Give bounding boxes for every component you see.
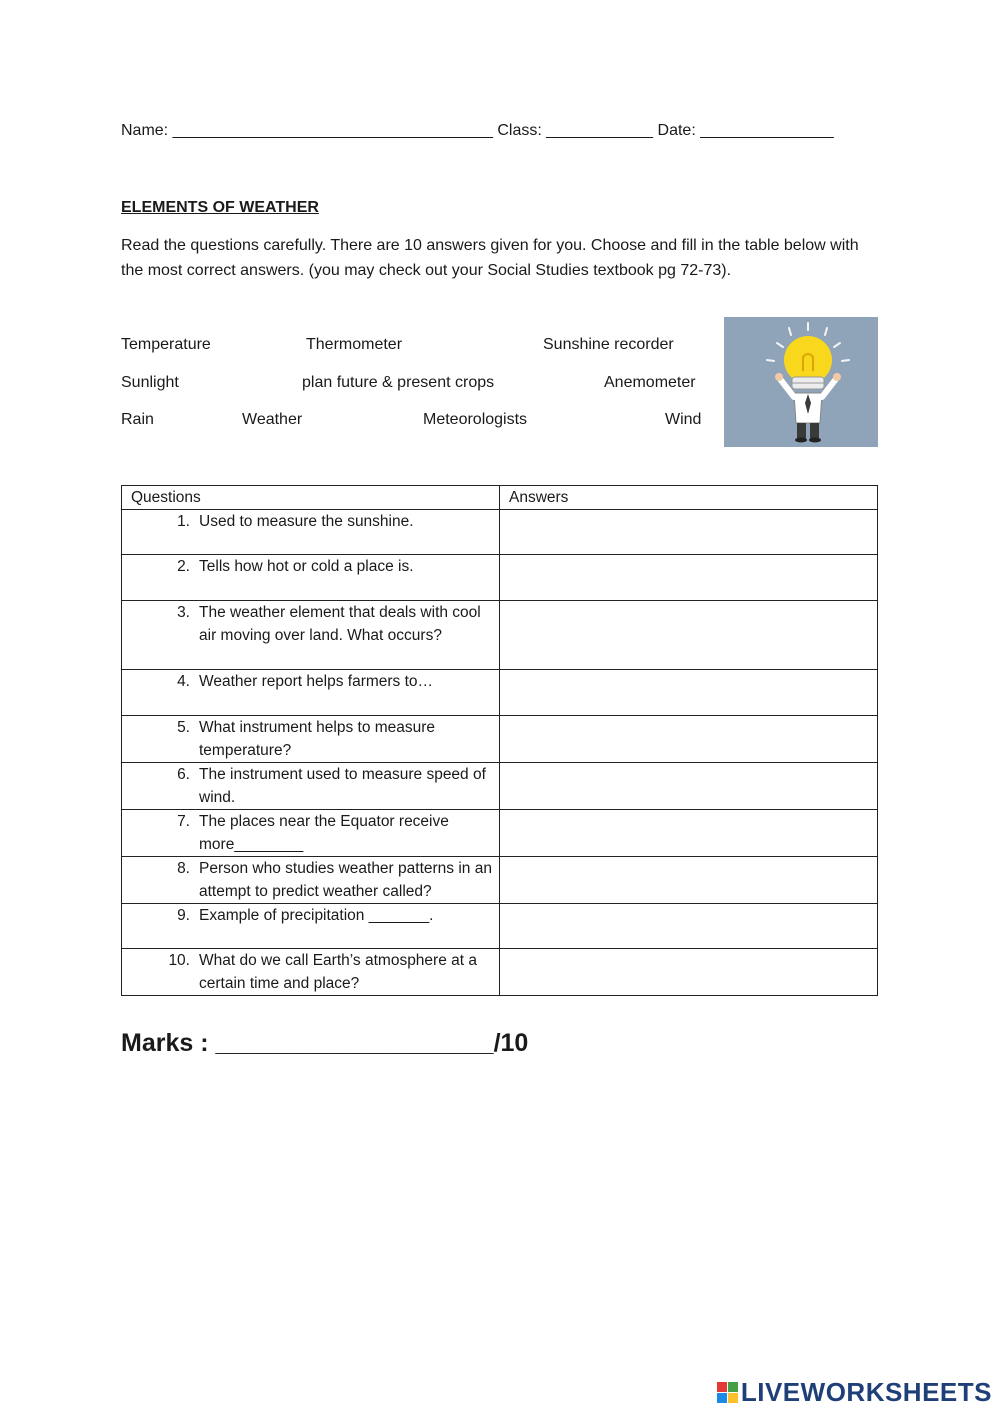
answer-cell[interactable]	[500, 763, 878, 810]
table-row	[122, 670, 878, 716]
liveworksheets-logo-icon	[717, 1382, 738, 1403]
date-label: Date:	[657, 122, 696, 139]
question-cell	[122, 763, 500, 810]
lightbulb-person-icon	[724, 317, 878, 447]
word-bank-item: Wind	[665, 411, 702, 428]
word-bank-item: Meteorologists	[423, 411, 528, 428]
answer-cell[interactable]	[500, 857, 878, 904]
word-bank-item: plan future & present crops	[302, 374, 495, 391]
word-bank-item: Sunlight	[121, 374, 179, 391]
question-number: 1.	[177, 513, 190, 530]
answer-cell[interactable]	[500, 949, 878, 996]
logo-square	[728, 1393, 738, 1403]
table-row	[122, 763, 878, 810]
question-text: The places near the Equator receive more________	[199, 813, 449, 853]
question-cell	[122, 555, 500, 601]
word-bank-item: Temperature	[121, 336, 211, 353]
idea-bulb-illustration	[724, 317, 878, 447]
word-bank-item: Anemometer	[604, 374, 696, 391]
question-cell	[122, 716, 500, 763]
table-row	[122, 904, 878, 949]
question-cell	[122, 857, 500, 904]
word-bank-item: Thermometer	[306, 336, 403, 353]
question-text: What do we call Earth’s atmosphere at a certain time and place?	[199, 952, 477, 992]
table-row	[122, 949, 878, 996]
answer-cell[interactable]	[500, 601, 878, 670]
table-row	[122, 555, 878, 601]
student-info-line	[121, 122, 834, 140]
question-text: The weather element that deals with cool air moving over land. What occurs?	[199, 604, 481, 644]
logo-square	[728, 1382, 738, 1392]
date-blank[interactable]: _______________	[700, 122, 834, 139]
question-number: 5.	[177, 719, 190, 736]
table-row	[122, 716, 878, 763]
answer-cell[interactable]	[500, 904, 878, 949]
name-label: Name:	[121, 122, 169, 139]
answers-header: Answers	[500, 486, 878, 510]
word-bank-item: Weather	[242, 411, 303, 428]
marks-blank: ____________________	[215, 1029, 494, 1057]
name-blank[interactable]: ____________________________________	[172, 122, 493, 139]
question-text: Used to measure the sunshine.	[199, 513, 414, 530]
table-row	[122, 510, 878, 555]
question-number: 6.	[177, 766, 190, 783]
question-number: 4.	[177, 673, 190, 690]
table-row	[122, 601, 878, 670]
question-cell	[122, 904, 500, 949]
question-number: 9.	[177, 907, 190, 924]
answer-cell[interactable]	[500, 510, 878, 555]
table-header-row	[122, 486, 878, 510]
logo-text: LIVEWORKSHEETS	[740, 1377, 992, 1407]
word-bank-item: Rain	[121, 411, 154, 428]
question-text: Example of precipitation _______.	[199, 907, 434, 924]
logo-square	[717, 1382, 727, 1392]
question-text: Person who studies weather patterns in an attempt to predict weather called?	[199, 860, 492, 900]
questions-table	[121, 485, 878, 996]
question-cell	[122, 510, 500, 555]
class-blank[interactable]: ____________	[546, 122, 654, 139]
question-text: The instrument used to measure speed of wind.	[199, 766, 486, 806]
question-text: What instrument helps to measure temperature?	[199, 719, 436, 759]
question-number: 8.	[177, 860, 190, 877]
answer-cell[interactable]	[500, 810, 878, 857]
question-number: 3.	[177, 604, 190, 621]
question-text: Weather report helps farmers to…	[199, 673, 434, 690]
marks-label: Marks :	[121, 1029, 209, 1057]
question-cell	[122, 601, 500, 670]
class-label: Class:	[497, 122, 542, 139]
word-bank-item: Sunshine recorder	[543, 336, 674, 353]
instructions: Read the questions carefully. There are 10 answers given for you. Choose and fill in the table below with the most correct answers. (you may check out your Social Studies textbook pg 72-73).	[121, 237, 859, 279]
question-number: 2.	[177, 558, 190, 575]
answer-cell[interactable]	[500, 555, 878, 601]
liveworksheets-logo	[717, 1377, 992, 1408]
question-cell	[122, 810, 500, 857]
question-cell	[122, 670, 500, 716]
answer-cell[interactable]	[500, 670, 878, 716]
question-number: 10.	[168, 952, 190, 969]
question-text: Tells how hot or cold a place is.	[199, 558, 414, 575]
question-cell	[122, 949, 500, 996]
marks-line	[121, 1029, 528, 1058]
worksheet-title: ELEMENTS OF WEATHER	[121, 199, 319, 216]
logo-square	[717, 1393, 727, 1403]
table-row	[122, 857, 878, 904]
answer-cell[interactable]	[500, 716, 878, 763]
table-row	[122, 810, 878, 857]
questions-header: Questions	[122, 486, 500, 510]
marks-total: /10	[493, 1029, 529, 1057]
question-number: 7.	[177, 813, 190, 830]
